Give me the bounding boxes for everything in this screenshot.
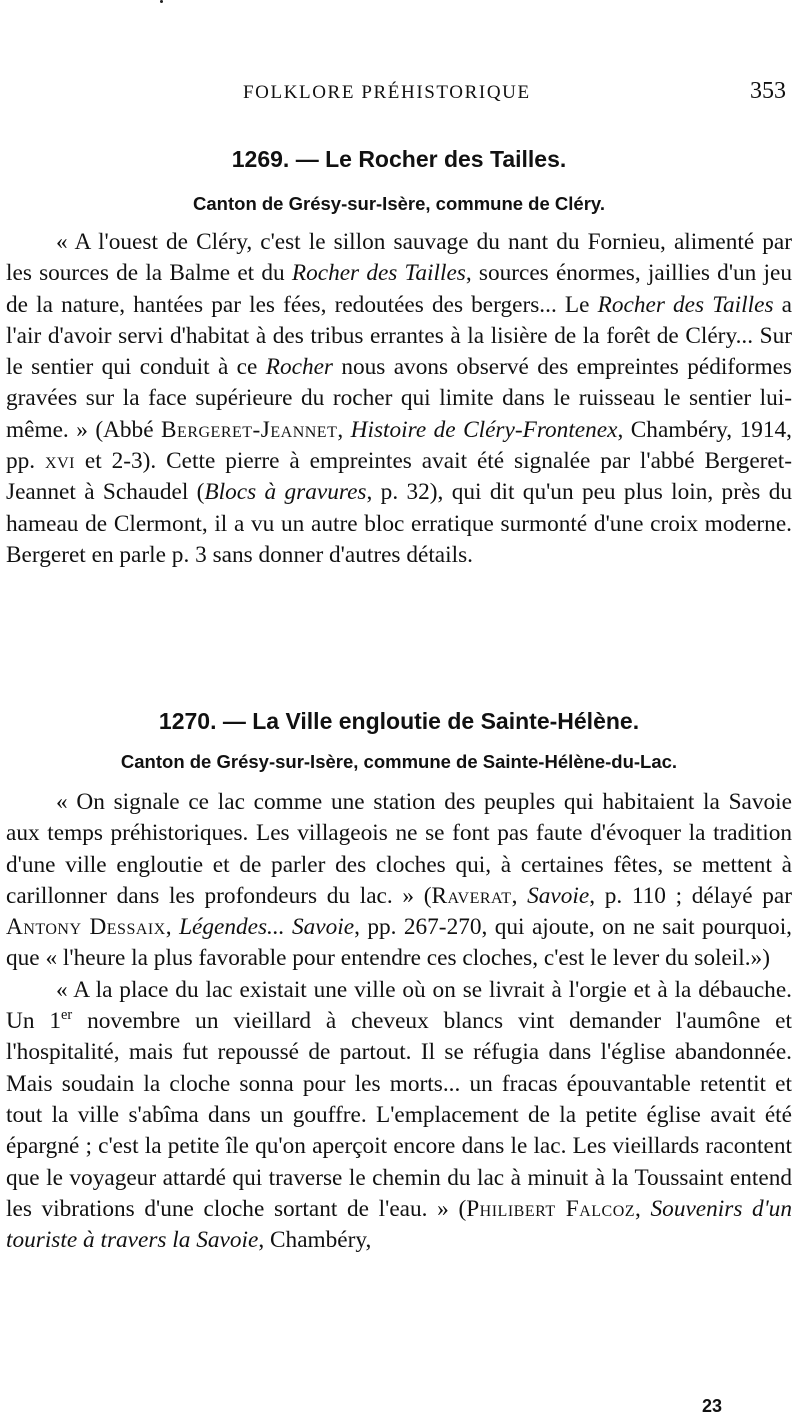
text-run: , p. 32), qui dit qu'un peu plus loin, près du hameau de Clermont, il a vu un autre bloc erratique surmonté d'une croix moderne. Bergeret en parle p. 3 sans donner d'autres détails. (6, 479, 793, 568)
running-title: FOLKLORE PRÉHISTORIQUE (243, 82, 531, 103)
text-run: , pp. 267-270, qui ajoute, on ne sait pourquoi, que « l'heure la plus favorable pour entendre ces cloches, c'est le lever du soleil.») (6, 914, 793, 972)
roman-numeral: xvi (45, 448, 75, 475)
entry-title: 1269. — Le Rocher des Tailles. (231, 146, 567, 172)
italic-run: Rocher des Tailles (291, 260, 466, 287)
page-number: 353 (750, 78, 786, 104)
italic-run: Rocher (265, 354, 333, 381)
entry-1270 (6, 708, 792, 1256)
author-name: Philibert Falcoz (466, 1195, 636, 1222)
text-run: , (635, 1195, 651, 1222)
author-name: Antony Dessaix (6, 914, 166, 941)
paragraph (6, 227, 792, 571)
italic-run: Rocher des Tailles (597, 291, 774, 318)
text-run: , sources énormes, jaillies d'un jeu de la nature, hantées par les fées, redoutées des bergers... Le (6, 260, 792, 318)
author-name: Bergeret-Jeannet (161, 416, 338, 443)
text-run: a l'air d'avoir servi d'habitat à des tribus errantes à la lisière de la forêt de Cléry... Sur le sentier qui conduit à ce (6, 291, 792, 381)
text-run: , (165, 914, 180, 941)
book-title: Blocs à gravures (204, 479, 367, 506)
paragraph (6, 787, 792, 975)
text-run: et 2-3). Cette pierre à empreintes avait été signalée par l'abbé Bergeret-Jeannet à Schaudel ( (6, 448, 792, 506)
entry-subtitle: Canton de Grésy-sur-Isère, commune de Sainte-Hélène-du-Lac. (120, 751, 678, 772)
scan-speck (160, 0, 163, 3)
entry-subtitle: Canton de Grésy-sur-Isère, commune de Cléry. (193, 193, 605, 214)
text-run: nous avons observé des empreintes pédiformes gravées sur la face supérieure du rocher qui limite dans le ruisseau le sentier lui-même. » (Abbé (6, 354, 793, 443)
entry-body (6, 227, 792, 571)
text-run: « A l'ouest de Cléry, c'est le sillon sauvage du nant du Fornieu, alimenté par les sources de la Balme et du (6, 229, 792, 287)
text-run: « On signale ce lac comme une station des peuples qui habitaient la Savoie aux temps préhistoriques. Les villageois ne se font pas faute d'évoquer la tradition d'une ville engloutie et de parler des cloches qui, à certaines fêtes, se mettent à carillonner dans les profondeurs du lac. » ( (6, 789, 792, 909)
text-run: , (337, 416, 351, 443)
entry-body (6, 787, 792, 1256)
text-run: , Chambéry, (258, 1227, 372, 1254)
text-run: , (511, 882, 528, 909)
author-name: Raverat (431, 882, 512, 909)
book-title: Souvenirs d'un touriste à travers la Savoie (6, 1195, 792, 1254)
ordinal-superscript: er (61, 1007, 73, 1024)
running-header (0, 78, 800, 112)
signature-mark: 23 (701, 1396, 722, 1416)
book-title: Histoire de Cléry-Frontenex (350, 416, 618, 443)
book-title: Savoie (527, 882, 590, 909)
text-run: « A la place du lac existait une ville où on se livrait à l'orgie et à la débauche. Un 1 (6, 976, 792, 1035)
text-run: novembre un vieillard à cheveux blancs vint demander l'aumône et l'hospitalité, mais fut repoussé de partout. Il se réfugia dans l'église abandonnée. Mais soudain la cloche sonna pour les morts... un fracas épouvantable retentit et tout la ville s'abîma dans un gouffre. L'emplacement de la petite église avait été épargné ; c'est la petite île qu'on aperçoit encore dans le lac. Les vieillards racontent que le voyageur attardé qui traverse le chemin du lac à minuit à la Toussaint entend les vibrations d'une cloche sortant de l'eau. » ( (6, 1008, 792, 1222)
text-run: , p. 110 ; délayé par (589, 882, 793, 909)
paragraph (6, 975, 792, 1257)
entry-title: 1270. — La Ville engloutie de Sainte-Hélène. (158, 708, 640, 734)
entry-1269 (6, 146, 792, 571)
text-run: , Chambéry, 1914, pp. (6, 416, 792, 475)
book-title: Légendes... Savoie (179, 914, 355, 941)
